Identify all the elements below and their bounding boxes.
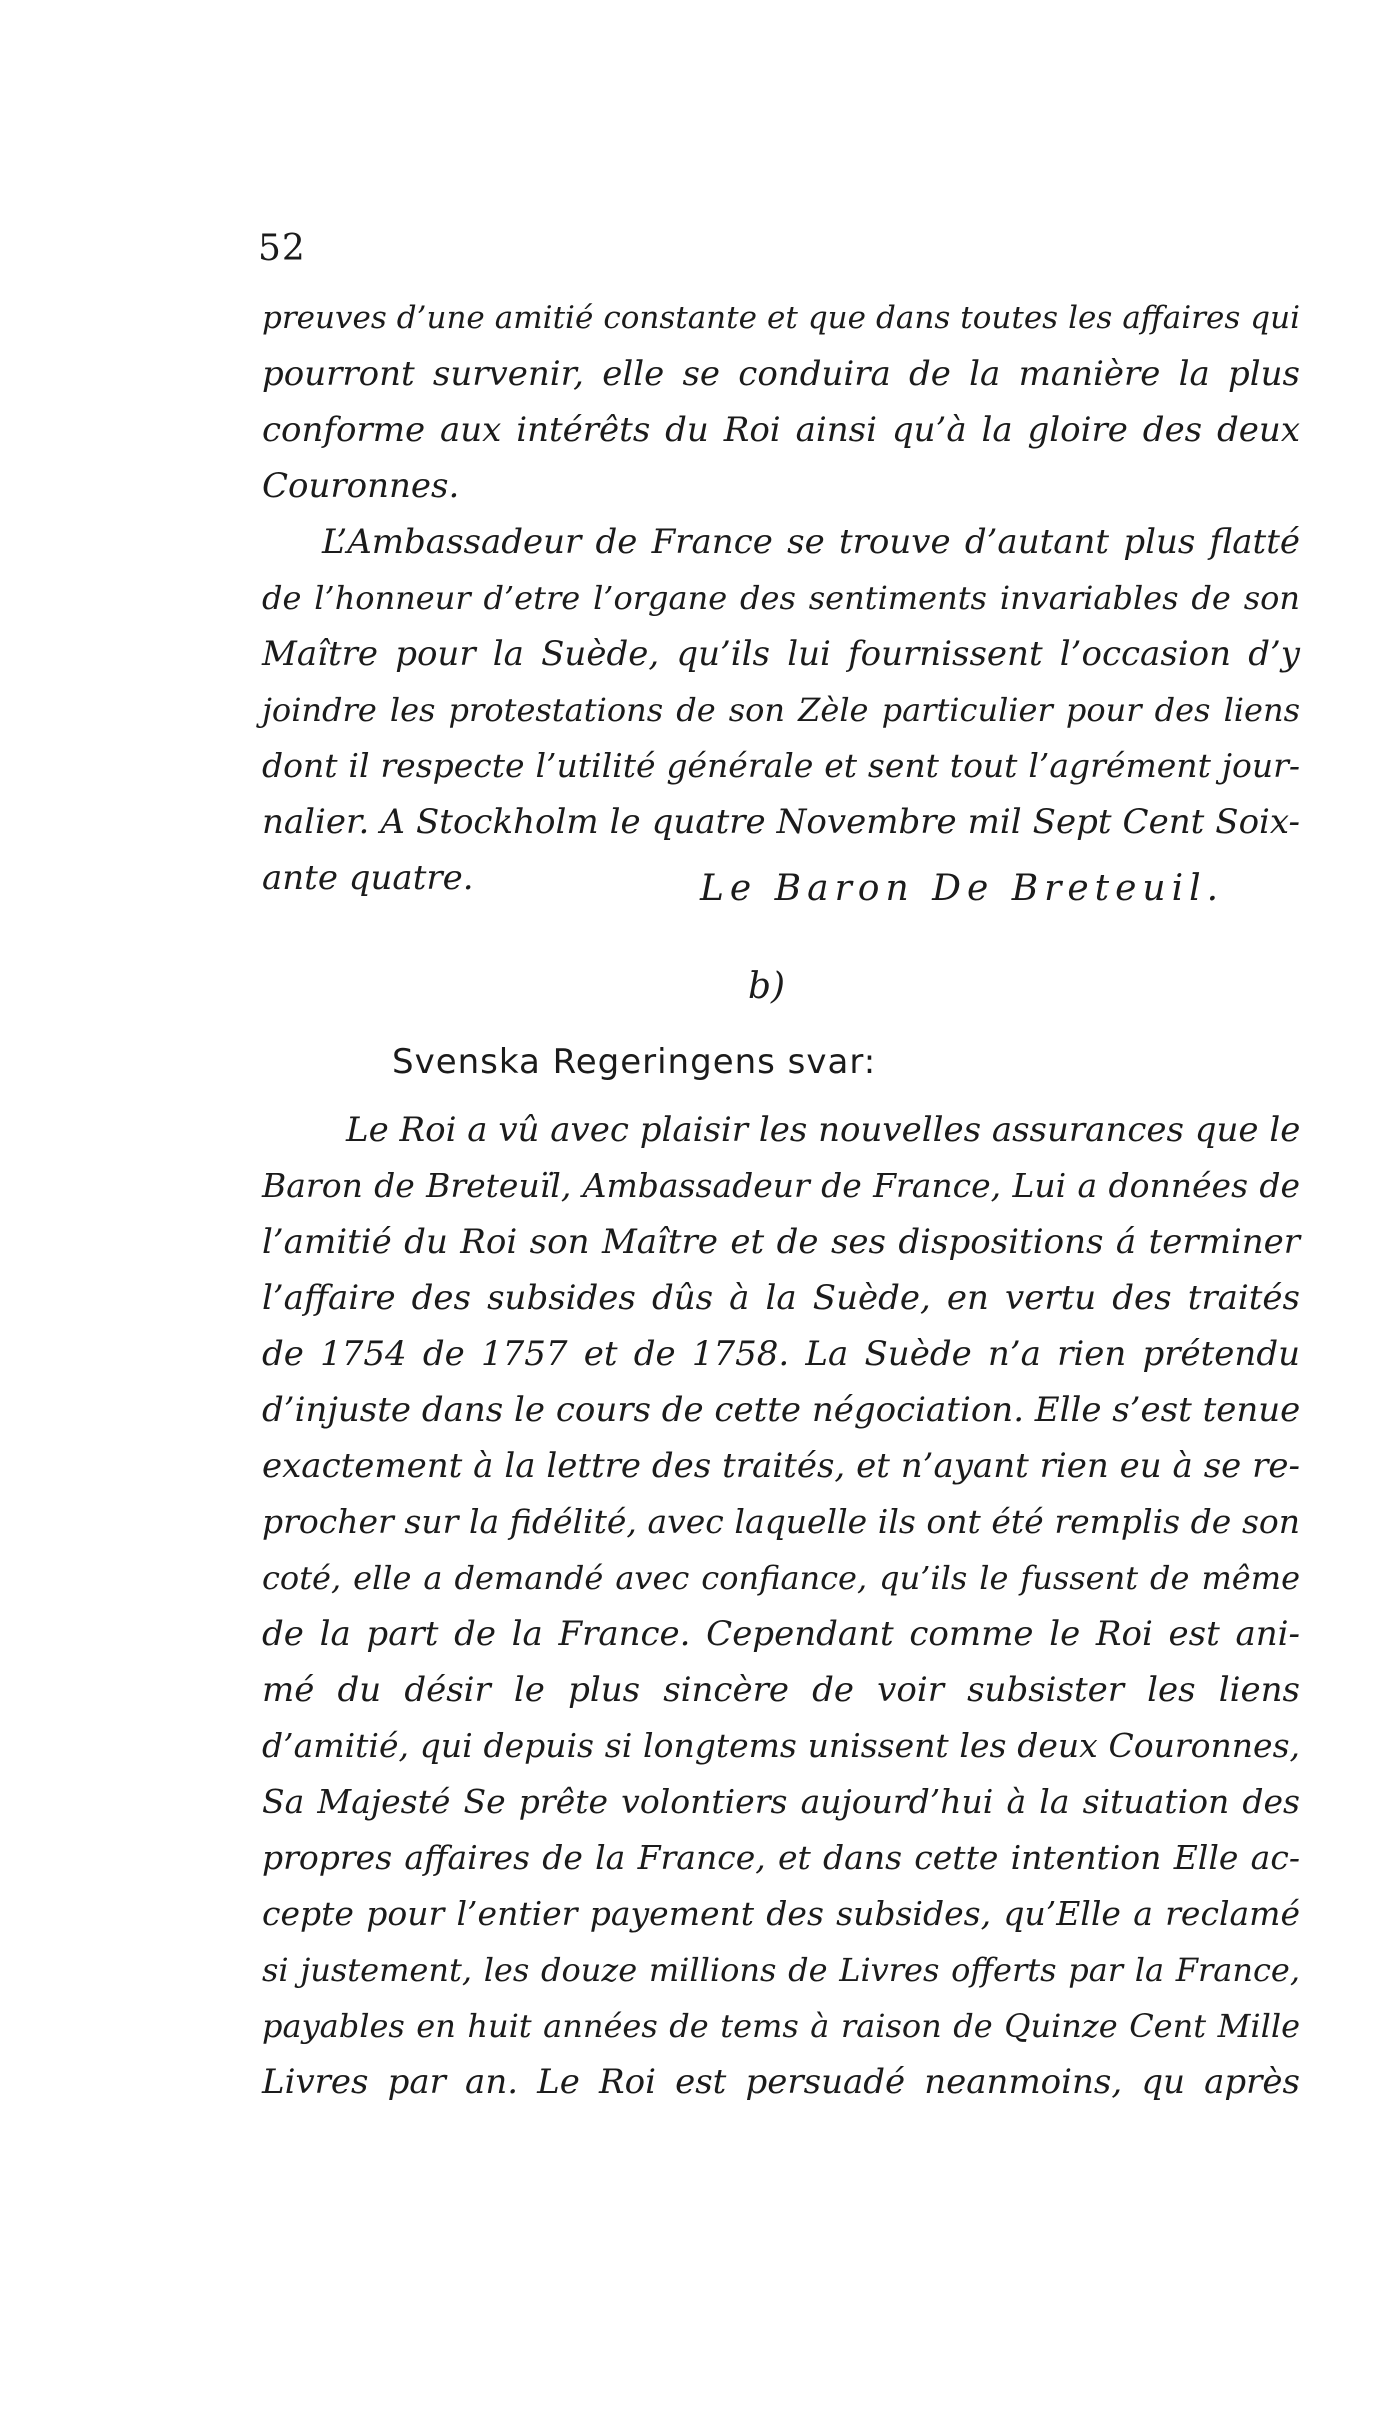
text-line: payables en huit années de tems à raison de Quinze Cent Mille xyxy=(262,2007,1300,2045)
text-line: pourront survenir, elle se conduira de la manière la plus xyxy=(262,354,1300,394)
text-line: ante quatre. xyxy=(262,858,474,898)
text-line: L’Ambassadeur de France se trouve d’autant plus flatté xyxy=(322,522,1300,562)
text-line: exactement à la lettre des traités, et n’ayant rien eu à se re- xyxy=(262,1446,1300,1486)
text-line: de la part de la France. Cependant comme le Roi est ani- xyxy=(262,1614,1300,1654)
text-line: l’amitié du Roi son Maître et de ses dispositions á terminer xyxy=(262,1222,1300,1262)
section-heading: Svenska Regeringens svar: xyxy=(392,1042,877,1082)
text-line: Le Roi a vû avec plaisir les nouvelles assurances que le xyxy=(346,1110,1301,1150)
text-line: mé du désir le plus sincère de voir subsister les liens xyxy=(262,1670,1300,1710)
text-line: procher sur la fidélité, avec laquelle ils ont été remplis de son xyxy=(262,1502,1300,1541)
text-line: de 1754 de 1757 et de 1758. La Suède n’a rien prétendu xyxy=(262,1334,1300,1374)
text-line: l’affaire des subsides dûs à la Suède, en vertu des traités xyxy=(262,1278,1300,1318)
page-number: 52 xyxy=(258,228,306,269)
text-line: propres affaires de la France, et dans cette intention Elle ac- xyxy=(262,1838,1300,1877)
text-line: d’amitié, qui depuis si longtems unissent les deux Couronnes, xyxy=(262,1726,1300,1765)
text-line: Couronnes. xyxy=(262,466,460,506)
text-line: preuves d’une amitié constante et que dans toutes les affaires qui xyxy=(262,300,1300,336)
signature: Le Baron De Breteuil. xyxy=(700,868,1225,909)
text-line: dont il respecte l’utilité générale et sent tout l’agrément jour- xyxy=(262,746,1300,785)
text-line: Livres par an. Le Roi est persuadé neanmoins, qu après xyxy=(262,2062,1300,2102)
text-line: joindre les protestations de son Zèle particulier pour des liens xyxy=(262,691,1300,729)
text-line: d’injuste dans le cours de cette négociation. Elle s’est tenue xyxy=(262,1390,1301,1430)
text-line: conforme aux intérêts du Roi ainsi qu’à la gloire des deux xyxy=(262,410,1300,450)
text-line: cepte pour l’entier payement des subsides, qu’Elle a reclamé xyxy=(262,1894,1300,1933)
section-mark: b) xyxy=(748,966,786,1007)
text-line: Baron de Breteuïl, Ambassadeur de France, Lui a données de xyxy=(262,1166,1300,1205)
text-line: de l’honneur d’etre l’organe des sentiments invariables de son xyxy=(262,579,1300,617)
text-line: Sa Majesté Se prête volontiers aujourd’hui à la situation des xyxy=(262,1782,1300,1821)
text-line: si justement, les douze millions de Livres offerts par la France, xyxy=(262,1951,1300,1989)
text-line: nalier. A Stockholm le quatre Novembre mil Sept Cent Soix- xyxy=(262,802,1300,842)
text-line: coté, elle a demandé avec confiance, qu’ils le fussent de même xyxy=(262,1559,1300,1597)
text-line: Maître pour la Suède, qu’ils lui fournissent l’occasion d’y xyxy=(262,634,1300,674)
